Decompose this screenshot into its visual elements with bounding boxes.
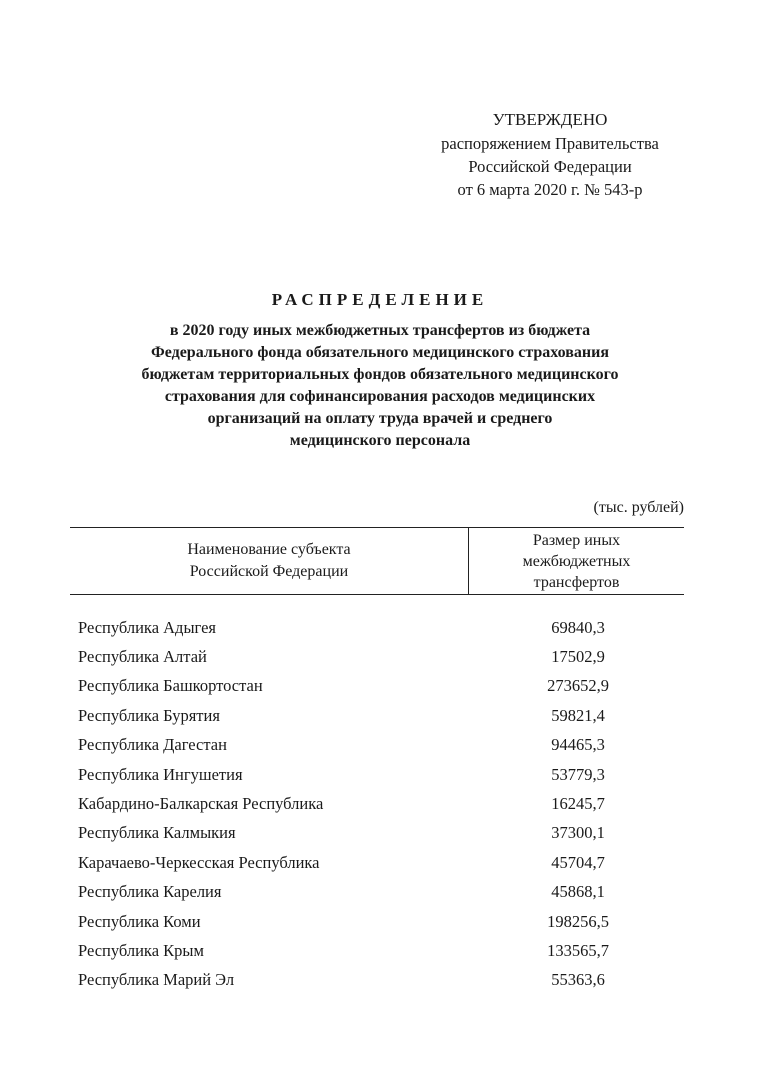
transfer-amount: 94465,3 [551,735,605,755]
table-row [78,907,684,936]
subtitle-line: в 2020 году иных межбюджетных трансфертов из бюджета [169,322,591,339]
transfer-amount: 273652,9 [547,676,609,696]
table-row [78,701,684,730]
region-name: Республика Адыгея [78,617,217,637]
approval-line-3: от 6 марта 2020 г. № 543-р [457,180,643,199]
subtitle-line: страхования для софинансирования расходов медицинских [164,388,596,405]
table-row [78,672,684,701]
units-label: (тыс. рублей) [593,499,684,516]
transfer-amount: 69840,3 [551,617,605,637]
transfer-amount: 45868,1 [551,882,605,902]
region-name: Республика Карелия [78,882,222,902]
column-header-value [469,528,684,594]
table-header [70,527,684,595]
table-row [78,642,684,671]
column-header-name [70,528,469,594]
column-header-name-line: Наименование субъекта [187,541,351,558]
region-name: Республика Алтай [78,647,207,667]
subtitle-line: Федерального фонда обязательного медицинского страхования [150,344,610,361]
table-row [78,613,684,642]
document-subtitle [80,320,680,452]
region-name: Республика Калмыкия [78,823,236,843]
table-row [78,760,684,789]
transfer-amount: 133565,7 [547,940,609,960]
transfer-amount: 55363,6 [551,970,605,990]
column-header-value-line: межбюджетных [522,552,631,570]
approval-line-1: распоряжением Правительства [441,134,659,153]
subtitle-line: бюджетам территориальных фондов обязательного медицинского [141,366,619,383]
subtitle-line: медицинского персонала [289,432,471,449]
table-row [78,936,684,965]
transfer-amount: 59821,4 [551,705,605,725]
region-name: Республика Бурятия [78,705,220,725]
transfer-amount: 37300,1 [551,823,605,843]
region-name: Кабардино-Балкарская Республика [78,794,324,814]
document-title: РАСПРЕДЕЛЕНИЕ [271,290,489,309]
column-header-value-line: трансфертов [533,573,620,591]
table-body [78,613,684,995]
table-row [78,848,684,877]
transfer-amount: 16245,7 [551,794,605,814]
region-name: Республика Марий Эл [78,970,235,990]
approval-line-2: Российской Федерации [468,157,632,176]
transfer-amount: 198256,5 [547,911,609,931]
table-row [78,789,684,818]
table-row [78,966,684,995]
region-name: Республика Ингушетия [78,764,243,784]
table-row [78,819,684,848]
table-row [78,731,684,760]
transfer-amount: 45704,7 [551,852,605,872]
transfer-amount: 53779,3 [551,764,605,784]
region-name: Республика Башкортостан [78,676,263,696]
region-name: Республика Дагестан [78,735,227,755]
region-name: Карачаево-Черкесская Республика [78,852,320,872]
column-header-value-line: Размер иных [532,531,621,549]
approval-stamp: УТВЕРЖДЕНО [492,110,608,129]
transfer-amount: 17502,9 [551,647,605,667]
approval-block [400,108,700,201]
column-header-name-line: Российской Федерации [189,563,349,580]
table-row [78,878,684,907]
subtitle-line: организаций на оплату труда врачей и среднего [207,410,553,427]
region-name: Республика Крым [78,940,204,960]
region-name: Республика Коми [78,911,201,931]
